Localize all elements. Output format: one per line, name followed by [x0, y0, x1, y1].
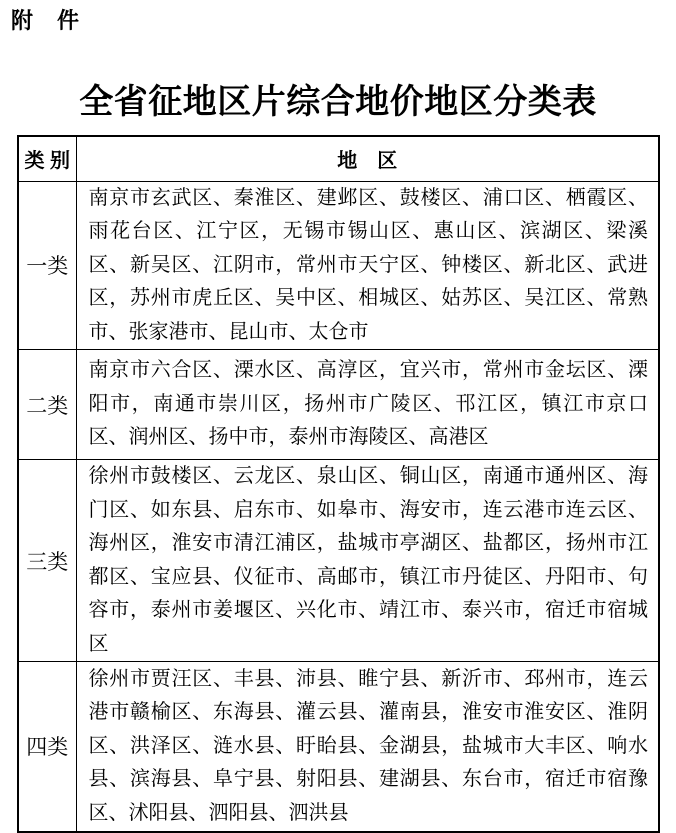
table-row	[18, 350, 659, 460]
region-cell: 徐州市鼓楼区、云龙区、泉山区、铜山区，南通市通州区、海门区、如东县、启东市、如皋市、海安市，连云港市连云区、海州区，淮安市清江浦区，盐城市亭湖区、盐都区，扬州市江都区、宝应县、仪征市、高邮市，镇江市丹徒区、丹阳市、句容市，泰州市姜堰区、兴化市、靖江市、泰兴市，宿迁市宿城区	[76, 460, 659, 662]
page-title: 全省征地区片综合地价地区分类表	[79, 83, 597, 121]
table-row	[18, 181, 659, 350]
region-cell: 徐州市贾汪区、丰县、沛县、睢宁县、新沂市、邳州市，连云港市赣榆区、东海县、灌云县、灌南县，淮安市淮安区、淮阴区、洪泽区、涟水县、盱眙县、金湖县，盐城市大丰区、响水县、滨海县、阜宁县、射阳县、建湖县、东台市，宿迁市宿豫区、沭阳县、泗阳县、泗洪县	[76, 662, 659, 832]
table-header-row	[18, 136, 659, 181]
header-region: 地 区	[76, 136, 659, 181]
attachment-label: 附 件	[11, 8, 81, 33]
region-cell: 南京市玄武区、秦淮区、建邺区、鼓楼区、浦口区、栖霞区、雨花台区、江宁区，无锡市锡山区、惠山区、滨湖区、梁溪区、新吴区、江阴市，常州市天宁区、钟楼区、新北区、武进区，苏州市虎丘区、吴中区、相城区、姑苏区、吴江区、常熟市、张家港市、昆山市、太仓市	[76, 181, 659, 350]
category-cell: 一类	[18, 181, 76, 350]
region-cell: 南京市六合区、溧水区、高淳区，宜兴市，常州市金坛区、溧阳市，南通市崇川区，扬州市广陵区、邗江区，镇江市京口区、润州区、扬中市，泰州市海陵区、高港区	[76, 350, 659, 460]
table-row	[18, 460, 659, 662]
category-cell: 二类	[18, 350, 76, 460]
classification-table	[17, 135, 660, 833]
header-category: 类 别	[18, 136, 76, 181]
category-cell: 四类	[18, 662, 76, 832]
table-row	[18, 662, 659, 832]
category-cell: 三类	[18, 460, 76, 662]
